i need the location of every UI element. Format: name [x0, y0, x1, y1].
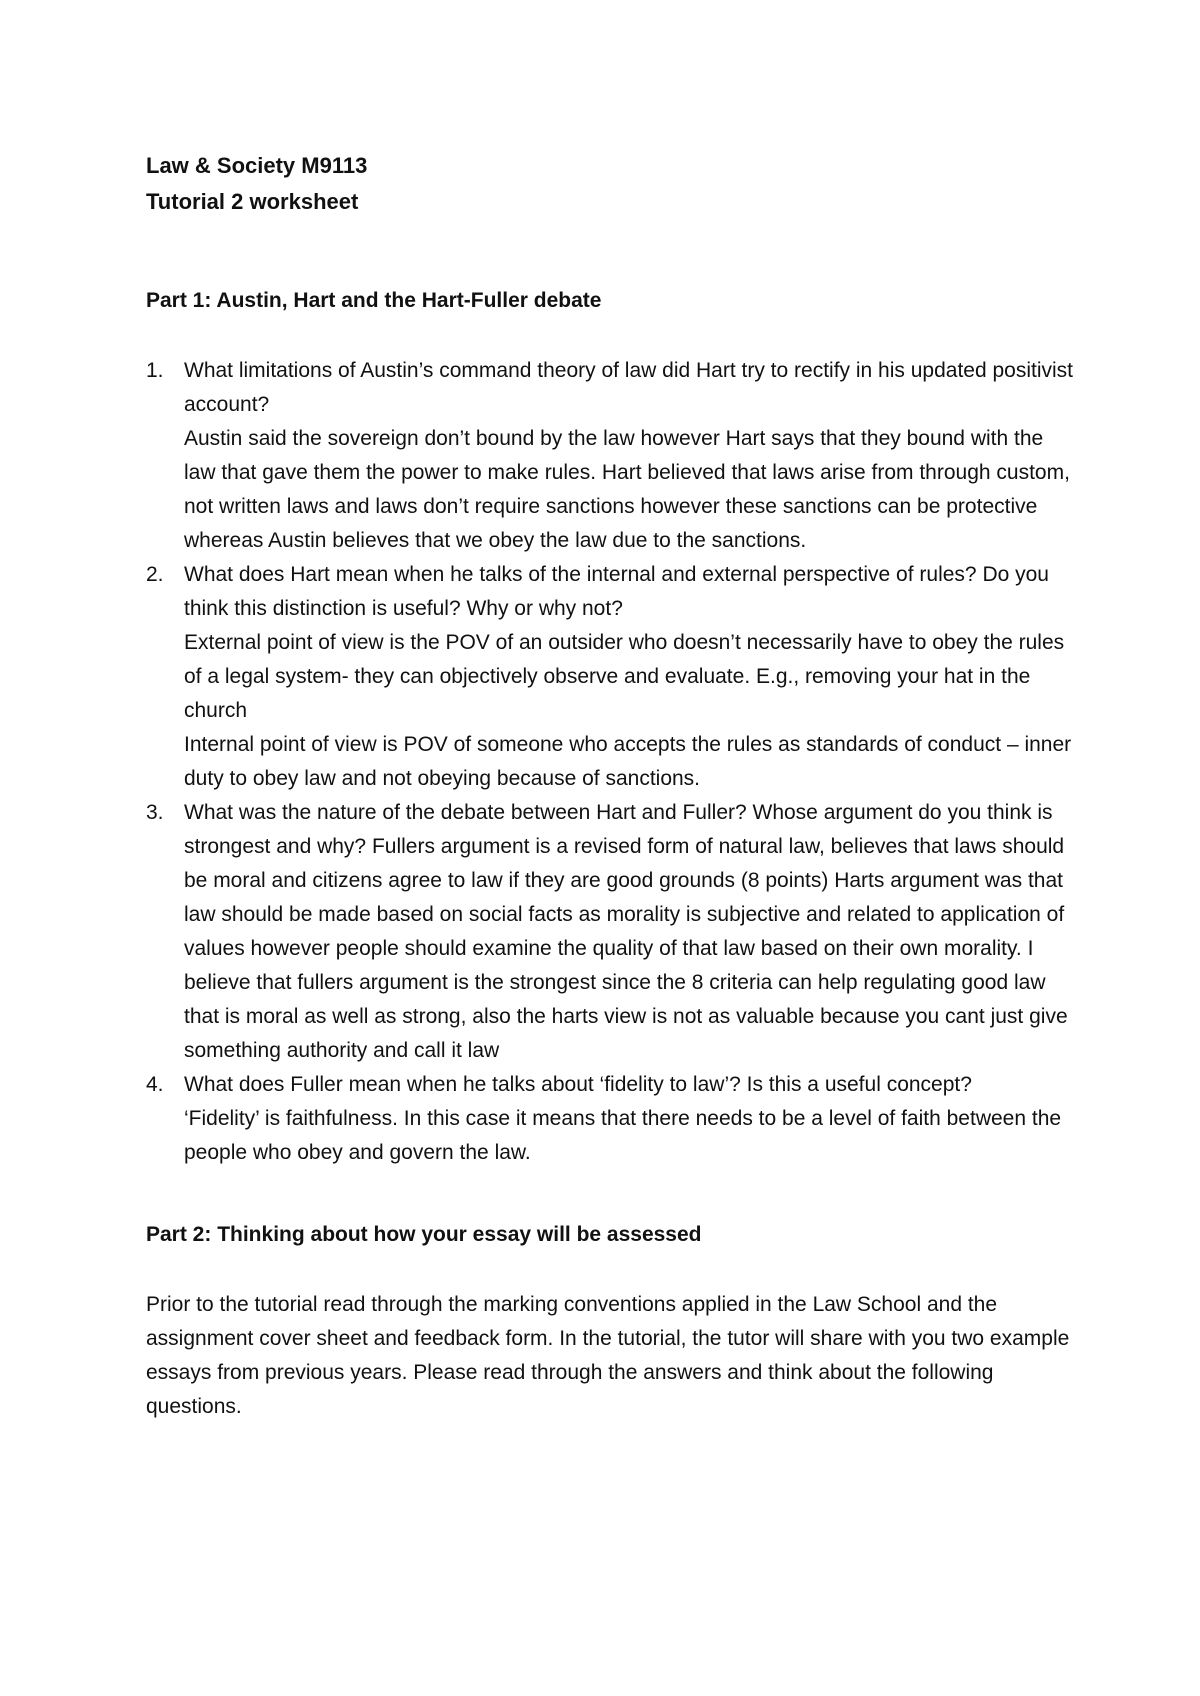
- spacer: [146, 220, 1076, 284]
- question-number: 2.: [146, 563, 164, 586]
- spacer: [146, 1170, 1076, 1218]
- question-number: 4.: [146, 1073, 164, 1096]
- part1-question-list: [146, 354, 1076, 1170]
- question-item-3: [146, 796, 1076, 1068]
- question-item-4: [146, 1068, 1076, 1170]
- question-item-1: [146, 354, 1076, 558]
- course-title: Law & Society M9113: [146, 153, 368, 178]
- question-number: 3.: [146, 801, 164, 824]
- spacer: [146, 1252, 1076, 1288]
- answer-text: Austin said the sovereign don’t bound by the law however Hart says that they bound with the law that gave them the power to make rules. Hart believed that laws arise from through custom, not written laws and laws don’t require sanctions however these sanctions can be protective whereas Austin believes that we obey the law due to the sanctions.: [184, 427, 1070, 552]
- question-text: What does Hart mean when he talks of the internal and external perspective of rules? Do you think this distinction is useful? Why or why not?: [184, 563, 1049, 620]
- answer-text: ‘Fidelity’ is faithfulness. In this case it means that there needs to be a level of faith between the people who obey and govern the law.: [184, 1107, 1062, 1164]
- part1-heading: Part 1: Austin, Hart and the Hart-Fuller debate: [146, 289, 602, 312]
- answer-text: Internal point of view is POV of someone who accepts the rules as standards of conduct – inner duty to obey law and not obeying because of sanctions.: [184, 733, 1072, 790]
- question-text: What was the nature of the debate between Hart and Fuller? Whose argument do you think is strongest and why? Fullers argument is a revised form of natural law, believes that laws should be moral and citizens agree to law if they are good grounds (8 points) Harts argument was that law should be made based on social facts as morality is subjective and related to application of values however people should examine the quality of that law based on their own morality. I believe that fullers argument is the strongest since the 8 criteria can help regulating good law that is moral as well as strong, also the harts view is not as valuable because you cant just give something authority and call it law: [184, 801, 1068, 1062]
- spacer: [146, 318, 1076, 354]
- question-text: What limitations of Austin’s command theory of law did Hart try to rectify in his updated positivist account?: [184, 359, 1073, 416]
- question-number: 1.: [146, 359, 164, 382]
- part2-heading: Part 2: Thinking about how your essay will be assessed: [146, 1223, 702, 1246]
- question-item-2: [146, 558, 1076, 796]
- answer-text: External point of view is the POV of an outsider who doesn’t necessarily have to obey the rules of a legal system- they can objectively observe and evaluate. E.g., removing your hat in the church: [184, 631, 1065, 722]
- part2-paragraph: Prior to the tutorial read through the marking conventions applied in the Law School and the assignment cover sheet and feedback form. In the tutorial, the tutor will share with you two example essays from previous years. Please read through the answers and think about the following questions.: [146, 1293, 1070, 1418]
- worksheet-title: Tutorial 2 worksheet: [146, 189, 359, 214]
- question-text: What does Fuller mean when he talks about ‘fidelity to law’? Is this a useful concept?: [184, 1073, 972, 1096]
- document-content: [146, 148, 1076, 1424]
